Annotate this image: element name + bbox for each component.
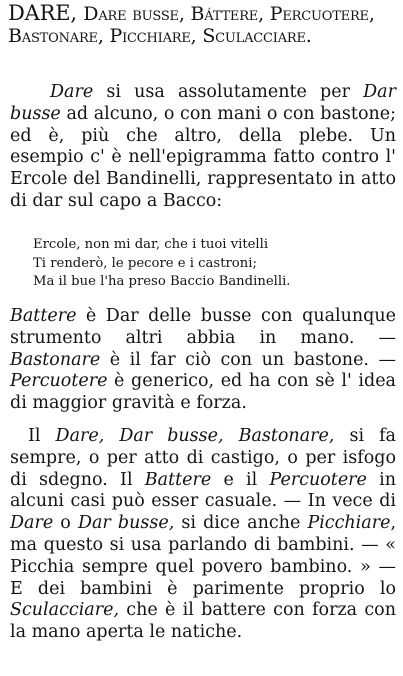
paragraph-battere xyxy=(10,306,396,415)
term-list: Dare, Dar busse, Bastonare, xyxy=(55,426,335,446)
epigram-line: Ercole, non mi dar, che i tuoi vitelli xyxy=(33,237,269,252)
term-percuotere: Percuotere xyxy=(269,469,367,490)
term-dar-busse: Dar busse, xyxy=(77,513,175,534)
text-span: si usa assolutamente per xyxy=(93,82,364,102)
text-span: Il xyxy=(28,426,56,446)
term-sculacciare: Sculacciare, xyxy=(10,600,120,621)
text-span: si dice anche xyxy=(174,513,308,534)
entry-headword: DARE, xyxy=(8,1,84,25)
epigram-line: Ti renderò, le pecore e i castroni; xyxy=(33,255,257,271)
epigram-line: Ma il bue l'ha preso Baccio Bandinelli. xyxy=(33,274,291,289)
term-dare: Dare xyxy=(50,82,94,102)
text-span: è generico, ed ha con sè l' idea di maggior gravità e forza. xyxy=(10,371,396,414)
term-picchiare: Picchiare xyxy=(307,513,391,534)
text-span: è Dar delle busse con qualunque strumento altri abbia in mano. — xyxy=(10,306,396,348)
term-battere: Battere xyxy=(144,469,212,490)
entry-synonyms: Dare busse, Báttere, Percuotere, Bastonare, Picchiare, Sculacciare. xyxy=(8,3,375,47)
term-percuotere: Percuotere xyxy=(10,371,108,392)
text-span: e il xyxy=(211,469,270,490)
paragraph-usage xyxy=(10,426,396,644)
paragraph-dare xyxy=(10,82,396,213)
term-bastonare: Bastonare xyxy=(10,349,101,370)
text-span: che è il battere con forza con la mano aperta le natiche. xyxy=(10,600,396,643)
entry-heading xyxy=(8,2,396,47)
text-span: o xyxy=(53,513,78,534)
term-dare: Dare xyxy=(10,513,54,534)
term-dar-busse: Dar busse xyxy=(10,82,396,124)
term-battere: Battere xyxy=(10,306,77,326)
epigram-quote xyxy=(33,236,383,292)
text-span: si fa sempre, o per atto di castigo, o per isfogo di sdegno. Il xyxy=(10,426,396,490)
text-span: è il far ciò con un bastone. — xyxy=(100,349,396,370)
text-span: in alcuni casi può esser casuale. — In vece di xyxy=(10,469,396,512)
text-span: ad alcuno, o con mani o con bastone; ed è, più che altro, della plebe. Un esempio c' è nell'epigramma fatto contro l' Ercole del Bandinelli, rappresentato in atto di dar sul capo a Bacco: xyxy=(10,103,396,211)
text-span: , ma questo si usa parlando di bambini. — « Picchia sempre quel povero bambino. » — E dei bambini è parimente proprio lo xyxy=(10,513,397,599)
